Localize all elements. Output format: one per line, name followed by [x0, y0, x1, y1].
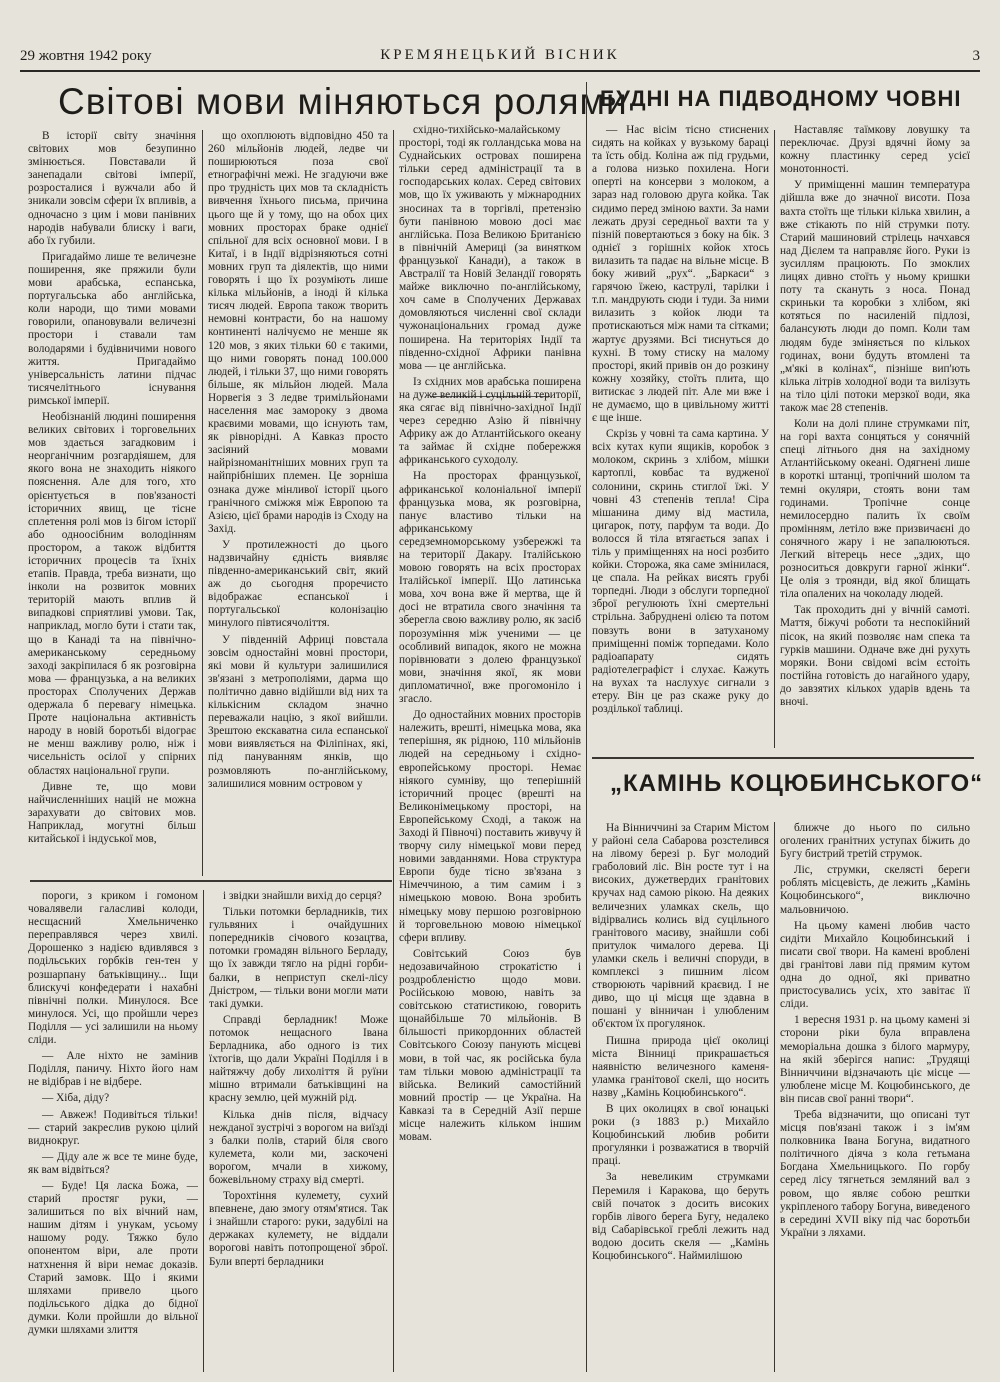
paragraph: В цих околицях в свої юнацькі роки (з 1883 р.) Михайло Коцюбинський любив робити прогулянки і розважатися в творчій праці.	[592, 1102, 769, 1168]
paragraph: На просторах французької, африканської колоніальної імперії французька мова, як розговірна, панує властиво тільки на африканському середземноморському узбережжі та на території Дакару. Італійською мовою говорять на всіх просторах Італійської імперії. Що латинська мова, хоч вона вже й мертва, ще й досі не втратила свого значіння та зберегла свою важливу ролю, як засіб порозуміння між ученими — це особливий випадок, якого не можна порівнювати з долею французької мови, значіння якої, як мови дипломатичної, вже прогомоніло і згасло.	[399, 470, 581, 706]
paragraph: До одностайних мовних просторів належить, врешті, німецька мова, яка теперішня, як рідною, 110 мільйонів людей на середньому і східно-европейському просторі. Немає ніякого сумніву, що теперішній історичний процес (врешті на Великонімецькому просторі, на Европейському Сході, а також на Заході й Півночі) поставить живучу й творчу силу німецької мови перед новими завданнями. Нова структура Европи буде тісно зв'язана з Німеччиною, а тим самим і з німецькою мовою. Вона зробить німецьку мову першою розговірною й торговельною мовою німецької сфери впливу.	[399, 709, 581, 944]
paragraph: У протилежності до цього надзвичайну єдність виявляє південно-американський світ, який аж до сьогодня проречисто відображає еспанської і португальської колонізацію минулого півтисячоліття.	[208, 538, 388, 630]
story-column-2	[209, 890, 388, 1372]
column-rule	[393, 130, 394, 1372]
paragraph: Пригадаймо лише те величезне поширення, яке пряжили були мови арабська, еспанська, португальська або англійська, коли народи, що тими мовами говорили, опановували величезні простори і ставали там володарями і будівничими нового життя. Пригадаймо універсальність латини підчас тисячелітнього існування римської імперії.	[28, 250, 196, 407]
story-column-1	[28, 890, 198, 1372]
paragraph: У приміщенні машин температура дійшла вже до значної висоти. Поза вахта стоїть ще тільки кілька хвилин, а вже стікають по ній струмки поту. Старий машиновий стрілець начхався над Дієлем та направляє його. Руки із зусиллям працюють. По змоклих лицях дивно стоїть у ньому кришки поту та скануть з носа. Понад скриньки та коробки з хлібом, які котяться по насиленій підлозі, балансують люди до помп. Коли там людям буде зміняється по кількох годинах, вони будуть втомлені та „м'які в колінах“, пізніше вип'ють кілька літрів холодної води та вилізуть на тіло цілі потоки мерзкої води, яка також має 28 степенів.	[780, 179, 970, 414]
paragraph: Коли на долі плине струмками піт, на горі вахта сонцяться у сонячній спеці літнього дня на західному Атлантійському океані. Одягнені лише в короткі штанці, тропічний шолом та темні окуляри, стоять вони там годинами. Тропічне сонце немилосердно палить їх своїм промінням, летіло вже призвичаєні до сонячного жару і не запалюються. Легкий вітерець несе „здих, що розноситься довкруги гарної жінки“. Це олія з троянди, від якої блищать тіла опалених на чоколаду людей.	[780, 418, 970, 601]
paragraph: — Але ніхто не замінив Поділля, паничу. Ніхто його нам не відібрав і не відбере.	[28, 1050, 198, 1089]
section-divider	[30, 880, 392, 882]
column-rule	[202, 130, 203, 876]
paragraph: — Хіба, діду?	[42, 1092, 110, 1105]
paragraph: Необізнаній людині поширення великих світових і торговельних мов здається загадковим і неорганічним розгардіяшем, для якого вона не знаходить ніякого пояснення. Але для того, хто орієнтується в пов'язаності історичних явищ, це тісне сплетення ролі мов із бігом історії або одноосібним володінням простором, а також відбиття історичних процесів та їхніх етапів. Правда, треба визнати, що інколи на розвиток мовних територій мають вплив й випадкові сприятливі умови. Так, наприклад, могло бути і стати так, що в Канаді та на північно-американському середньому заході закріпилася б як розговірна мова — французька, а на великих просторах Сполучених Держав одержала б перевагу німецька. Проте національна активність народу в новій боротьбі відограє не менш важливу ролю, ніж і чисельність осілої у спірних областях національної групи.	[28, 410, 196, 777]
headline-languages: Світові мови міняються ролями	[58, 81, 628, 122]
paragraph: — Діду але ж все те мине буде, як вам відвіться?	[28, 1150, 198, 1176]
kamin-column-1	[592, 822, 769, 1372]
submarine-column-2	[780, 124, 970, 748]
languages-column-1	[28, 130, 196, 875]
column-rule	[774, 822, 775, 1372]
paragraph: Дивне те, що мови найчисленніших націй не можна зарахувати до світових мов. Наприклад, могутні більш китайської і індуської мов,	[28, 780, 196, 845]
paragraph: В історії світу значіння світових мов безупинно змінюється. Повставали й занепадали світові імперії, розросталися і вужчали або й зникали зовсім сфери їх впливів, а одночасно з цим і мови панівних народів набували блиску і ваги, або їх губили.	[28, 130, 196, 247]
column-rule	[586, 82, 587, 1372]
paragraph: У південній Африці повстала зовсім одностайні мовні простори, які мови й культури залишилися зв'язані з метрополіями, дарма що політично давно відійшли від них та кількісним складом значно переважали націю, з якої вийшли. Зрештою екскаватна сила еспанської мови виявляється на Філіпінах, які, під пануванням янків, що розмовляють по-англійському, залишилися мовним островом у	[208, 633, 388, 790]
paragraph: — Авжеж! Подивіться тільки! — старий закреслив рукою цілий виднокруг.	[28, 1108, 198, 1147]
kamin-column-2	[780, 822, 970, 1372]
paragraph: За невеликим струмками Перемиля і Каракова, що беруть свій початок з досить високих горбів лівого берега Бугу, недалеко від Сабарівської греблі лежить над водою досить скеля — „Камінь Коцюбинського“. Наймилішою	[592, 1171, 769, 1262]
paragraph: Треба відзначити, що описані тут місця пов'язані також і з ім'ям полковника Івана Богуна, видатного політичного діяча з кола гетьмана Богдана Хмельницького. По горбу серед лісу тягнеться земляний вал з ровом, що являє собою рештки укріпленого табору Богуна, виведеного в середині XVII віку під час боротьби України з ляхами.	[780, 1108, 970, 1239]
paragraph: пороги, з криком і гомоном човалявели галасливі колоди, несщасний Хмельниченко переправлявся через хвилі. Дорошенко з надією вдивлявся з подільських горбків ген-тен у розшарпану батьківщину... Іщи блискучі конфедерати і нахабні північні полки. Минулося. Все минулося. Усі, що пройшли через Поділля — усі залишили на ньому сліди.	[28, 890, 198, 1047]
paragraph: Скрізь у човні та сама картина. У всіх кутах купи ящиків, коробок з молоком, скринь з хлібом, мішки картоплі, ковбас та вудженої солонини, скринь стиглої їжі. У човні 43 степенів тепла! Сіра мішанина диму від мастила, цигарок, поту, парфум та води. До волосся й тіла втягається запах і тіль у приміщеннях на носі розбито койки. Сторожа, яка саме змінилася, це спала. На рейках висять грубі торпедні. Люди з обслуги торпедної зброї регулюють їхні смертельні стрільна. Забруднені олією та потом повзуть вони в затуханому приміщенні поміж торпедами. Коло радіоапарату сидять радіотелеграфіст і слухає. Кажуть на вухах та наслухує сигнали з етеру. Він це раз скаже руку до розділької таблиці.	[592, 428, 769, 716]
page-header	[20, 44, 980, 72]
paragraph: і звідки знайшли вихід до серця?	[223, 890, 382, 902]
languages-column-3	[399, 124, 581, 1372]
paragraph: Так проходить дні у вічній самоті. Маття, біжучі роботи та неспокійний пісок, на який позволяє нам спека та гурків машини. Одначе вже дні рухуть моряки. Вони свідомі всім єстоіть постійна готовість до нагайного удару, до завзятих кількох ударів вдень та вночі.	[780, 604, 970, 709]
column-rule	[774, 130, 775, 748]
paragraph: Із східних мов арабська поширена на дуже великій і суцільній території, яка сягає від північно-західної Індії через середню Азію й північну Африку аж до Атлантійського океану та займає й східне побережжя африканського суходолу.	[399, 375, 581, 467]
paragraph: Тільки потомки берладників, тих гульвяних і очайдушних попередників січового козацтва, потомки громадян вільного Берладу, що їх завжди тягло на рідні горби-балки, в неприступ скелі-лісу Дністром, — тільки вони могли мати такі думки.	[209, 906, 388, 1010]
paragraph: Торохтіння кулемету, сухий впевнене, даю змогу отям'ятися. Так і знайшли старого: руки, задубілі на держаках кулемету, не віддали ворогові навіть потопрощеної зброї. Були вперті берладники	[209, 1190, 388, 1268]
section-divider	[592, 757, 974, 759]
column-rule	[203, 890, 204, 1372]
page-number: 3	[972, 48, 980, 64]
paragraph: що охоплюють відповідно 450 та 260 мільйонів людей, ледве чи поширюються поза свої етнографічні межі. Не згадуючи вже про трудність цих мов та складність вивчення їхнього письма, причина цього ще й у тому, що на обох цих мовних просторах браке однієї спільної для всіх основної мови. І в Китаї, і в Індії відрізняються сотні мовних груп та діялектів, що ними говорять і що їх розуміють лише кілька мільйонів, а іноді й кілька тисяч людей. Европа також творить немовні контрасти, бо на нашому континенті налічуємо не менше як 120 мов, з яких тільки 60 є такими, що ними говорять понад 100.000 людей, і тільки 37, що ними говорять більше, як мільйон людей. Мала Норвегія з 3 ледве тримільйонами населення має замороку з двома краєвими мовами, що існують там, як рівнорідні. А Кавказ просто засіяний мовами найрізноманітніших мовних груп та найпрібніших племен. Це зорніша ознака дуже мінливої історії цього гранічного сміжжя між Европою та Азією, цієї брами народів із Сходу на Захід.	[208, 130, 388, 535]
paragraph: Справді берладник! Може потомок нещасного Івана Берладника, або одного із тих їхтогів, що дали Україні Поділля і в найтяжчу добу лихоліття й руїни мішно втримали батьківщині на красну землю, цей мужній рід.	[209, 1013, 388, 1105]
languages-column-2	[208, 130, 388, 875]
paragraph: На Вінниччині за Старим Містом у районі села Сабарова розстелився на лівому березі р. Буг молодий граболовий ліс. Він росте тут і на високих, дужетвердих гранітових кручах над самою рікою. На деяких величезних уламках скель, що відірвались колись від суцільного гранітового масиву, знайшли собі притулок чималого дерева. Ці уламки скель і величні споруди, в комплексі з пишним лісом створюють чарівний краєвид. І не диво, що ці місця ще здавна в пошані у вінничан і улюбленим об'єктом їх прогулянок.	[592, 822, 769, 1031]
paragraph: 1 вересня 1931 р. на цьому камені зі сторони ріки була вправлена меморіальна дошка з білого мармуру, на якій зберігся напис: „Трудящі Вінниччини відзначають ціє місце — улюблене місце М. Коцюбинського, де він писав свої ранні твори“.	[780, 1014, 970, 1105]
paragraph: На цьому камені любив часто сидіти Михайло Коцюбинський і писати свої твори. На камені вроблені дві гранітові лави під прямим кутом одна до одної, які приватно пристосувались усіх, хто завітає її сліди.	[780, 919, 970, 1011]
paragraph: Ліс, струмки, скелясті береги роблять місцевість, де лежить „Камінь Коцюбинського“, виключно мальовничою.	[780, 864, 970, 916]
paragraph: Наставляє таїмкову ловушку та переключає. Друзі вдячні йому за кожну пластинку серед усієї монотонності.	[780, 124, 970, 176]
issue-date: 29 жовтня 1942 року	[20, 48, 152, 64]
paragraph: Кілька днів після, відчасу нежданої зустрічі з ворогом на виїзді з балки полів, старий біля свого кулемета, коли ми, заскочені ворогом, мчали в хижому, божевільному страху від смерті.	[209, 1108, 388, 1186]
paragraph: східно-тихійсько-малайському просторі, тоді як голландська мова на Суднайських островах поширена тільки серед адміністрації та в господарських колах. Серед світових мов, що їх уживають у міжнародних зносинах та в торгівлі, претензію бути панівною мовою досі має англійська. Поза Великою Британією в північній Америці (за винятком французької Канади), а також в Австралії та Новій Зеландії говорять майже виключно по-англійському, хоч саме в Сполучених Державах домовляються численні свої склади чужонаціональних громад дуже поширена. На територіях Індії та південно-східної Африки панівна мова — це англійська.	[399, 124, 581, 372]
paragraph: — Нас вісім тісно стиснених сидять на койках у вузькому бараці та їсть обід. Коліна аж під грудьми, а голова низько похилена. Ноги оперті на консерви з молоком, а зараз над головою друга койка. Так сидимо перед зміною вахти. За нами лежать друзі середньої вахти та у пізній повертаються з боку на бік. З однієї з горішніх койок хтось вилазить та падає на вільне місце. В боку живий „рух“. „Баркаси“ з гарячою їжею, каструлі, тарілки і т.п. мандрують сюди і туди. За ними вилазить з койок люди та протискаються між нами та сітками; жартує друзями. Всі тиснуться до кухні. В тому стиску на малому просторі, який привів он до розкину кожну хозяйку, стоїть плита, що витискає з людей піт. Але ми вже і не думаємо, що в цивільному житті є ще інше.	[592, 124, 769, 425]
headline-kamin: „КАМІНЬ КОЦЮБИНСЬКОГО“	[610, 770, 984, 797]
headline-submarine: БУДНІ НА ПІДВОДНОМУ ЧОВНІ	[600, 86, 962, 111]
paragraph: — Буде! Ця ласка Божа, — старий простяг руки, — залишиться по віх вічний нам, нашим дітям і унукам, усьому нашому роду. Тяжко було опонентом віри, але проти натхнення й віри немає доказів. Старий замовк. Що і якими шляхами привело цього подільського дідка до бідної думки. Коли пройшли до вільної думки шляхами злиття	[28, 1179, 198, 1336]
paragraph: Совітський Союз був недозавичайною строкатістю і роздробленістю щодо мови. Російською мовою, навіть за совітською статистикою, говорить щонайбільше 70 мільйонів. В більшості прикордонних областей Совітського Союзу панують місцеві мови, в той час, як російська була там тільки мовою адміністрації та війська. Великий самостійний мовний простір — це Україна. На Кавказі та в Середній Азії перше місце належить кільком іншим мовам.	[399, 947, 581, 1144]
submarine-column-1	[592, 124, 769, 748]
paragraph: Пишна природа цієї околиці міста Вінниці прикрашається наявністю величезного каменя-уламка гранітової скелі, що носить назву „Камінь Коцюбинського“.	[592, 1034, 769, 1099]
newspaper-title: КРЕМЯНЕЦЬКИЙ ВІСНИК	[380, 47, 620, 63]
paragraph: ближче до нього по сильно оголених гранітних уступах біжить до Бугу бистрий третій струмок.	[780, 822, 970, 861]
